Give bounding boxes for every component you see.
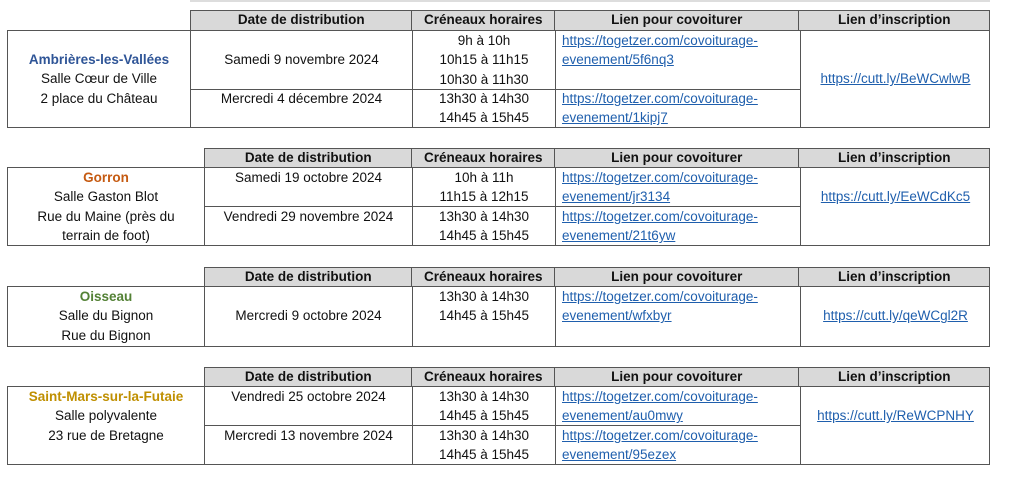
location-info bbox=[8, 287, 204, 345]
cut-off-row-above bbox=[190, 0, 990, 2]
carpool-link[interactable] bbox=[556, 168, 800, 207]
slot: 13h30 à 14h30 bbox=[438, 209, 530, 224]
slots-cell bbox=[413, 387, 555, 426]
carpool-link-line[interactable]: evenement/21t6yw bbox=[562, 228, 676, 244]
slots-cell bbox=[413, 31, 555, 89]
slot: 10h30 à 11h30 bbox=[439, 71, 529, 87]
date-cell: Mercredi 9 octobre 2024 bbox=[235, 308, 382, 323]
slots-cell bbox=[413, 426, 555, 465]
slots-cell bbox=[413, 89, 555, 128]
header-slots: Créneaux horaires bbox=[412, 368, 555, 386]
slot: 13h30 à 14h30 bbox=[438, 389, 530, 404]
location-info bbox=[8, 168, 204, 245]
location-line: terrain de foot) bbox=[62, 227, 150, 243]
slot: 14h45 à 15h45 bbox=[438, 308, 530, 324]
carpool-link-line[interactable]: https://togetzer.com/covoiturage- bbox=[562, 428, 758, 443]
header-slots: Créneaux horaires bbox=[412, 11, 555, 30]
header-date: Date de distribution bbox=[205, 268, 412, 286]
signup-cell bbox=[801, 69, 990, 88]
date-cell: Mercredi 4 décembre 2024 bbox=[220, 91, 383, 106]
header-slots: Créneaux horaires bbox=[412, 268, 555, 286]
location-info bbox=[8, 50, 190, 108]
location-line: Rue du Bignon bbox=[61, 327, 151, 343]
slot: 9h à 10h bbox=[457, 33, 511, 48]
location-name: Ambrières-les-Vallées bbox=[28, 52, 170, 67]
header-carpool: Lien pour covoiturer bbox=[555, 268, 799, 286]
carpool-link-line[interactable]: https://togetzer.com/covoiturage- bbox=[562, 289, 758, 304]
carpool-link-line[interactable]: evenement/5f6nq3 bbox=[562, 52, 674, 68]
location-line: Rue du Maine (près du bbox=[37, 208, 175, 224]
slot: 14h45 à 15h45 bbox=[438, 447, 530, 463]
table-header bbox=[204, 367, 990, 387]
date-cell: Mercredi 13 novembre 2024 bbox=[224, 428, 393, 443]
carpool-link-line[interactable]: evenement/1kipj7 bbox=[562, 110, 668, 126]
header-carpool: Lien pour covoiturer bbox=[555, 11, 799, 30]
location-name: Gorron bbox=[83, 170, 129, 185]
slots-cell bbox=[413, 287, 555, 326]
signup-link[interactable]: https://cutt.ly/ReWCPNHY bbox=[817, 408, 974, 423]
location-line: Salle Gaston Blot bbox=[53, 189, 159, 205]
date-cell: Vendredi 25 octobre 2024 bbox=[231, 389, 386, 404]
location-line: Salle Cœur de Ville bbox=[40, 71, 158, 87]
header-signup: Lien d’inscription bbox=[837, 269, 951, 284]
location-line: 2 place du Château bbox=[40, 90, 158, 106]
header-signup: Lien d’inscription bbox=[837, 12, 951, 27]
signup-cell bbox=[801, 406, 990, 425]
carpool-link-line[interactable]: evenement/wfxbyr bbox=[562, 308, 672, 324]
carpool-link[interactable] bbox=[556, 287, 800, 326]
signup-link[interactable]: https://cutt.ly/EeWCdKc5 bbox=[820, 189, 971, 204]
location-name: Saint-Mars-sur-la-Futaie bbox=[28, 389, 184, 404]
carpool-link-line[interactable]: https://togetzer.com/covoiturage- bbox=[562, 33, 758, 48]
slot: 11h15 à 12h15 bbox=[439, 189, 529, 205]
slot: 14h45 à 15h45 bbox=[438, 228, 530, 244]
location-line: Salle polyvalente bbox=[54, 408, 158, 424]
slot: 13h30 à 14h30 bbox=[438, 289, 530, 304]
carpool-link[interactable] bbox=[556, 426, 800, 465]
slots-cell bbox=[413, 168, 555, 207]
header-carpool: Lien pour covoiturer bbox=[555, 149, 799, 167]
slot: 13h30 à 14h30 bbox=[438, 91, 530, 106]
carpool-link-line[interactable]: https://togetzer.com/covoiturage- bbox=[562, 170, 758, 185]
location-line: Salle du Bignon bbox=[58, 308, 154, 324]
header-carpool: Lien pour covoiturer bbox=[555, 368, 799, 386]
header-slots: Créneaux horaires bbox=[412, 149, 555, 167]
location-info bbox=[8, 387, 204, 445]
header-signup: Lien d’inscription bbox=[837, 369, 951, 384]
slot: 14h45 à 15h45 bbox=[438, 110, 530, 126]
slot: 13h30 à 14h30 bbox=[438, 428, 530, 443]
table-header bbox=[204, 148, 990, 168]
carpool-link[interactable] bbox=[556, 31, 800, 70]
table-header bbox=[190, 10, 990, 31]
location-name: Oisseau bbox=[79, 289, 133, 304]
location-line: 23 rue de Bretagne bbox=[48, 427, 164, 443]
carpool-link-line[interactable]: https://togetzer.com/covoiturage- bbox=[562, 209, 758, 224]
slot: 10h à 11h bbox=[454, 170, 514, 185]
signup-link[interactable]: https://cutt.ly/qeWCgl2R bbox=[823, 308, 968, 323]
header-date: Date de distribution bbox=[205, 368, 412, 386]
date-cell: Samedi 19 octobre 2024 bbox=[234, 170, 383, 185]
table-header bbox=[204, 267, 990, 287]
carpool-link-line[interactable]: evenement/au0mwy bbox=[562, 408, 683, 424]
header-date: Date de distribution bbox=[205, 149, 412, 167]
slot: 14h45 à 15h45 bbox=[438, 408, 530, 424]
signup-link[interactable]: https://cutt.ly/BeWCwlwB bbox=[820, 71, 971, 86]
carpool-link-line[interactable]: evenement/95ezex bbox=[562, 447, 677, 463]
slots-cell bbox=[413, 207, 555, 246]
carpool-link[interactable] bbox=[556, 89, 800, 128]
carpool-link[interactable] bbox=[556, 387, 800, 426]
signup-cell bbox=[801, 187, 990, 206]
header-date: Date de distribution bbox=[191, 11, 412, 30]
header-signup: Lien d’inscription bbox=[837, 150, 951, 165]
date-cell: Vendredi 29 novembre 2024 bbox=[223, 209, 394, 224]
carpool-link-line[interactable]: https://togetzer.com/covoiturage- bbox=[562, 389, 758, 404]
carpool-link[interactable] bbox=[556, 207, 800, 246]
carpool-link-line[interactable]: evenement/jr3134 bbox=[562, 189, 671, 205]
carpool-link-line[interactable]: https://togetzer.com/covoiturage- bbox=[562, 91, 758, 106]
signup-cell bbox=[801, 306, 990, 325]
date-cell: Samedi 9 novembre 2024 bbox=[224, 52, 379, 67]
slot: 10h15 à 11h15 bbox=[439, 52, 529, 68]
